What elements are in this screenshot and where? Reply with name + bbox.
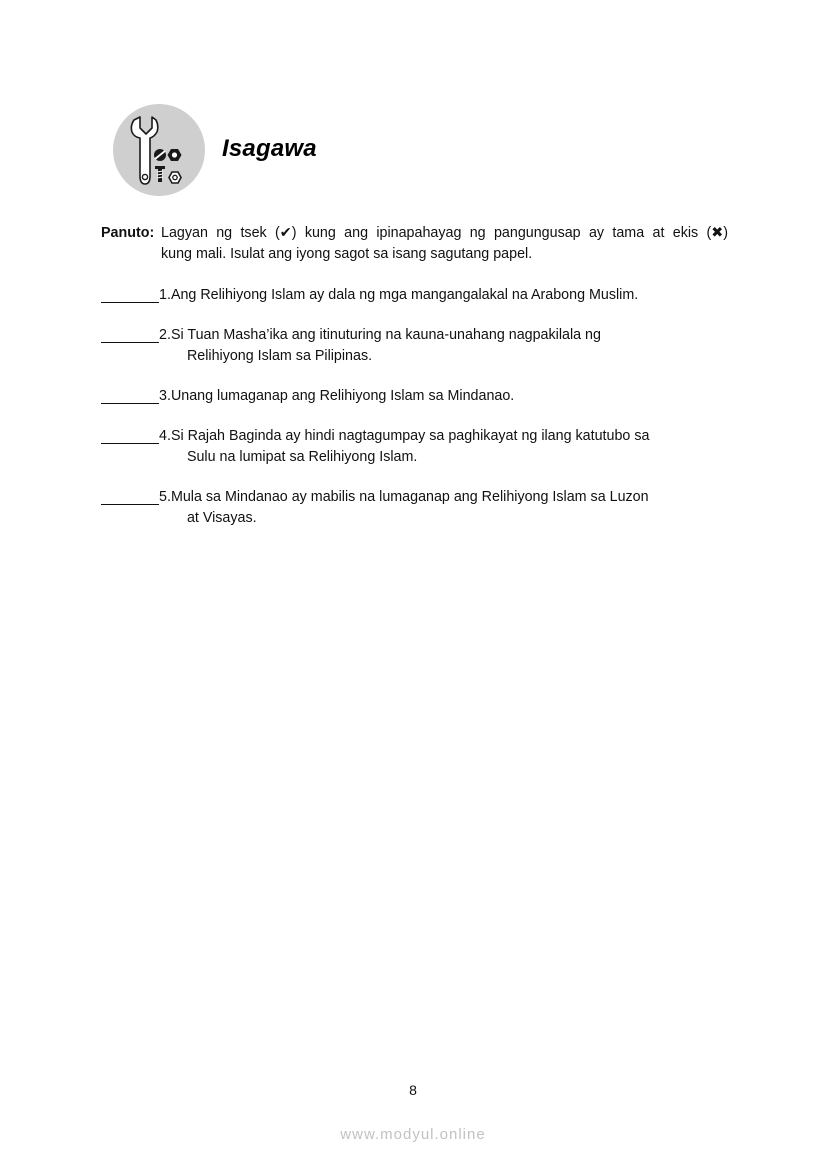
question-text-continuation: Relihiyong Islam sa Pilipinas. [186,348,373,364]
question-number: 5. [159,489,171,505]
question-item [101,325,741,367]
question-item [101,426,741,468]
instructions-line-1: Lagyan ng tsek (✔) kung ang ipinapahayag ng pangungusap ay tama at ekis (✖) [161,225,728,241]
question-text: Si Rajah Baginda ay hindi nagtagumpay sa paghikayat ng ilang katutubo sa [170,428,650,444]
wrench-nuts-bolts-icon [113,104,205,196]
section-title: Isagawa [222,135,317,162]
question-list [101,285,741,548]
instructions [101,223,728,265]
page-number: 8 [409,1082,417,1098]
answer-blank[interactable] [101,325,159,343]
answer-blank[interactable] [101,426,159,444]
answer-blank[interactable] [101,487,159,505]
question-text-continuation: Sulu na lumipat sa Relihiyong Islam. [186,449,418,465]
question-text-continuation: at Visayas. [186,510,257,526]
question-number: 3. [159,388,171,404]
question-item [101,487,741,529]
question-number: 2. [159,327,171,343]
question-item [101,386,741,407]
answer-blank[interactable] [101,386,159,404]
question-number: 4. [159,428,171,444]
question-text: Ang Relihiyong Islam ay dala ng mga mangangalakal na Arabong Muslim. [170,287,639,303]
instructions-label: Panuto: [101,225,155,241]
instructions-line-2: kung mali. Isulat ang iyong sagot sa isang sagutang papel. [161,246,533,262]
question-item [101,285,741,306]
question-text: Mula sa Mindanao ay mabilis na lumaganap ang Relihiyong Islam sa Luzon [170,489,649,505]
question-number: 1. [159,287,171,303]
question-text: Si Tuan Masha’ika ang itinuturing na kauna-unahang nagpakilala ng [170,327,601,343]
watermark: www.modyul.online [340,1126,486,1143]
question-text: Unang lumaganap ang Relihiyong Islam sa Mindanao. [170,388,515,404]
answer-blank[interactable] [101,285,159,303]
